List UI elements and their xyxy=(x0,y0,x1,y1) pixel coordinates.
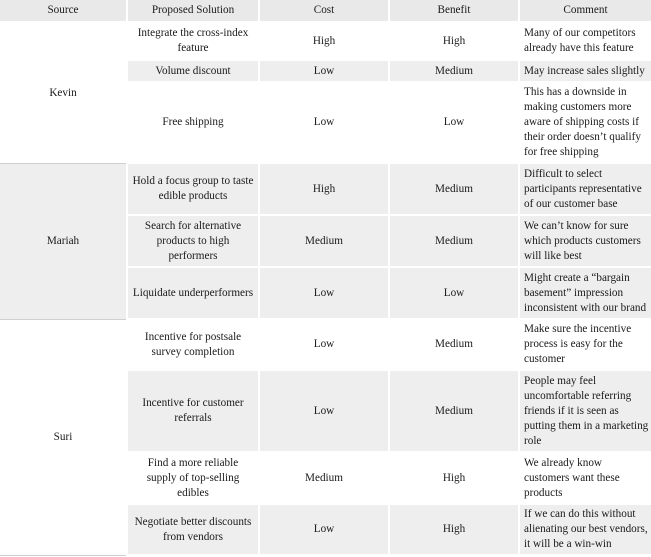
benefit-cell: High xyxy=(388,453,518,505)
cost-cell: Low xyxy=(258,371,388,453)
cost-cell: High xyxy=(258,164,388,216)
cost-cell: Low xyxy=(258,320,388,371)
solution-cell: Search for alternative products to high performers xyxy=(126,216,258,268)
solution-cell: Free shipping xyxy=(126,83,258,164)
solution-cell: Negotiate better discounts from vendors xyxy=(126,505,258,556)
cost-cell: High xyxy=(258,23,388,61)
comment-cell: Many of our competitors already have this feature xyxy=(518,23,651,61)
cost-cell: Medium xyxy=(258,453,388,505)
benefit-cell: Medium xyxy=(388,61,518,83)
cost-cell: Medium xyxy=(258,216,388,268)
benefit-cell: Medium xyxy=(388,371,518,453)
solution-cell: Incentive for customer referrals xyxy=(126,371,258,453)
comment-cell: People may feel uncomfortable referring friends if it is seen as putting them in a marketing role xyxy=(518,371,651,453)
benefit-cell: Medium xyxy=(388,216,518,268)
comment-cell: May increase sales slightly xyxy=(518,61,651,83)
solution-cell: Volume discount xyxy=(126,61,258,83)
solution-cell: Find a more reliable supply of top-selling edibles xyxy=(126,453,258,505)
header-row xyxy=(0,0,651,23)
comment-cell: Difficult to select participants representative of our customer base xyxy=(518,164,651,216)
cost-cell: Low xyxy=(258,83,388,164)
cost-cell: Low xyxy=(258,61,388,83)
solution-cell: Incentive for postsale survey completion xyxy=(126,320,258,371)
cost-cell: Low xyxy=(258,268,388,320)
benefit-cell: Low xyxy=(388,83,518,164)
table-row xyxy=(0,23,651,61)
table-row xyxy=(0,164,651,216)
benefit-cell: Medium xyxy=(388,164,518,216)
header-benefit: Benefit xyxy=(388,0,518,23)
comment-cell: We already know customers want these products xyxy=(518,453,651,505)
solution-cell: Hold a focus group to taste edible products xyxy=(126,164,258,216)
benefit-cell: Medium xyxy=(388,320,518,371)
source-cell-suri: Suri xyxy=(0,320,126,556)
cost-cell: Low xyxy=(258,505,388,556)
header-proposed-solution: Proposed Solution xyxy=(126,0,258,23)
header-comment: Comment xyxy=(518,0,651,23)
source-cell-mariah: Mariah xyxy=(0,164,126,320)
comment-cell: Might create a “bargain basement” impression inconsistent with our brand xyxy=(518,268,651,320)
table-row xyxy=(0,320,651,371)
solution-cell: Liquidate underperformers xyxy=(126,268,258,320)
comment-cell: We can’t know for sure which products customers will like best xyxy=(518,216,651,268)
comment-cell: This has a downside in making customers more aware of shipping costs if their order doesn’t qualify for free shipping xyxy=(518,83,651,164)
source-cell-kevin: Kevin xyxy=(0,23,126,164)
benefit-cell: High xyxy=(388,505,518,556)
comment-cell: If we can do this without alienating our best vendors, it will be a win-win xyxy=(518,505,651,556)
header-cost: Cost xyxy=(258,0,388,23)
header-source: Source xyxy=(0,0,126,23)
benefit-cell: High xyxy=(388,23,518,61)
benefit-cell: Low xyxy=(388,268,518,320)
solution-cell: Integrate the cross-index feature xyxy=(126,23,258,61)
comment-cell: Make sure the incentive process is easy for the customer xyxy=(518,320,651,371)
